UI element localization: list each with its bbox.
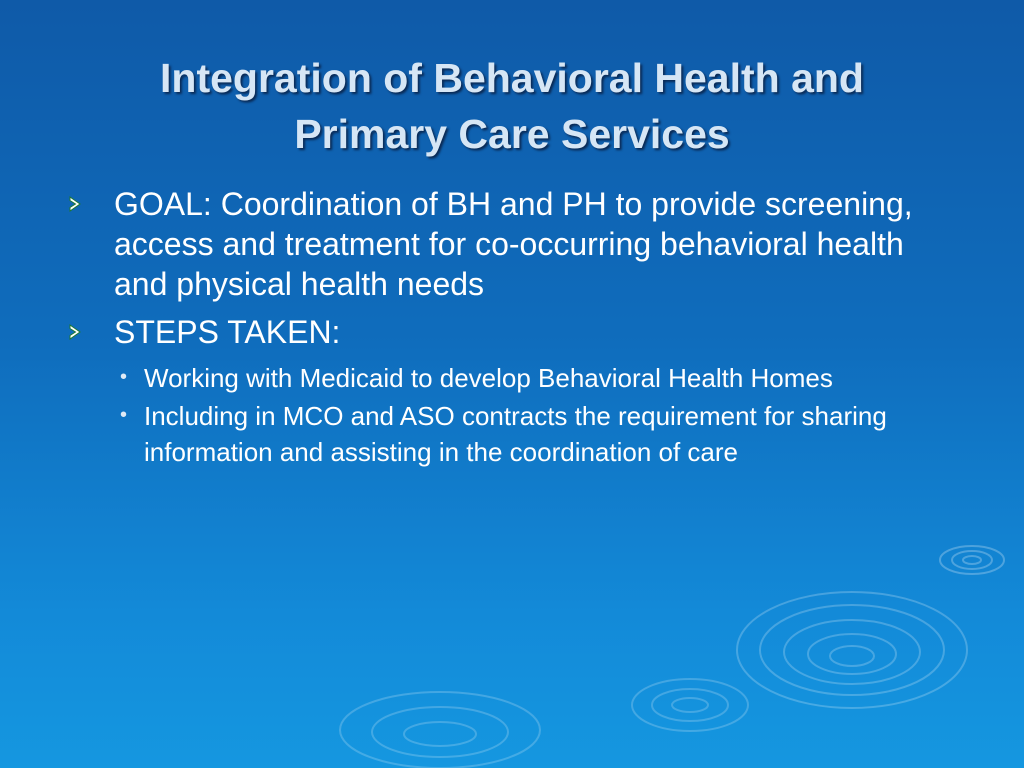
slide-title <box>40 50 984 162</box>
arrow-bullet-icon <box>66 314 84 350</box>
slide-title-line-1: Integration of Behavioral Health and <box>160 55 864 101</box>
steps-sublist <box>90 360 960 470</box>
sub-bullet-contracts-text: Including in MCO and ASO contracts the requirement for sharing information and assisting in the coordination of care <box>144 401 887 467</box>
bullet-goal-text: GOAL: Coordination of BH and PH to provide screening, access and treatment for co-occurring behavioral health and physical health needs <box>114 186 913 302</box>
sub-bullet-contracts <box>90 398 960 470</box>
dot-bullet-icon: • <box>120 366 128 388</box>
arrow-bullet-icon <box>66 186 84 222</box>
bullet-steps-taken <box>60 312 960 470</box>
bullet-goal <box>60 184 960 304</box>
dot-bullet-icon: • <box>120 404 128 426</box>
sub-bullet-medicaid-text: Working with Medicaid to develop Behavioral Health Homes <box>144 363 833 393</box>
bullet-steps-taken-text: STEPS TAKEN: <box>114 314 341 350</box>
bullet-list <box>60 184 960 478</box>
sub-bullet-medicaid <box>90 360 960 396</box>
slide-title-line-2: Primary Care Services <box>294 111 730 157</box>
